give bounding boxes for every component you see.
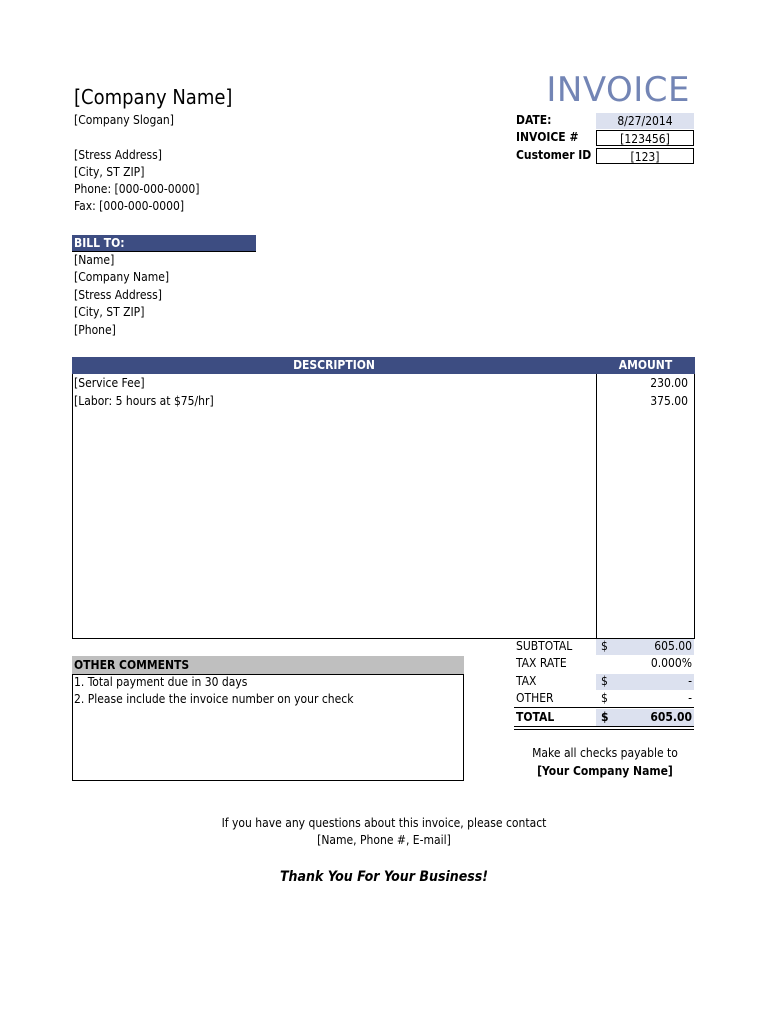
total-label: TOTAL	[516, 710, 555, 724]
items-header	[72, 357, 695, 374]
contact-note: If you have any questions about this invoice, please contact	[221, 816, 547, 830]
other-label: OTHER	[516, 691, 554, 705]
invoice-number-value: [123456]	[596, 130, 694, 146]
bill-to-city: [City, ST ZIP]	[74, 305, 145, 319]
payable-company: [Your Company Name]	[537, 764, 673, 778]
fax-line: Fax: [000-000-0000]	[74, 199, 185, 213]
customer-id-value: [123]	[596, 148, 694, 164]
invoice-title: INVOICE	[546, 70, 690, 110]
comment-line: 2. Please include the invoice number on your check	[74, 692, 354, 706]
date-label: DATE:	[516, 113, 552, 127]
tax-currency: $	[601, 674, 608, 688]
total-currency: $	[601, 710, 609, 724]
bill-to-address: [Stress Address]	[74, 288, 162, 302]
company-name: [Company Name]	[74, 85, 233, 109]
other-comments-heading: OTHER COMMENTS	[72, 656, 464, 674]
tax-value: -	[688, 674, 692, 688]
bill-to-company: [Company Name]	[74, 270, 170, 284]
item-description: [Service Fee]	[74, 376, 145, 390]
tax-label: TAX	[516, 674, 537, 688]
phone-line: Phone: [000-000-0000]	[74, 182, 200, 196]
date-value: 8/27/2014	[596, 113, 694, 129]
subtotal-label: SUBTOTAL	[516, 639, 573, 653]
company-slogan: [Company Slogan]	[74, 113, 174, 127]
item-amount: 230.00	[650, 376, 688, 390]
other-currency: $	[601, 691, 608, 705]
payable-note: Make all checks payable to	[532, 746, 678, 760]
customer-id-label: Customer ID	[516, 148, 592, 162]
bill-to-name: [Name]	[74, 253, 115, 267]
amount-header: AMOUNT	[618, 358, 673, 372]
invoice-number-label: INVOICE #	[516, 130, 579, 144]
address-line: [Stress Address]	[74, 148, 162, 162]
item-amount: 375.00	[650, 394, 688, 408]
comment-line: 1. Total payment due in 30 days	[74, 675, 248, 689]
bill-to-phone: [Phone]	[74, 323, 116, 337]
tax-rate-label: TAX RATE	[516, 656, 567, 670]
tax-rate-value: 0.000%	[650, 656, 692, 670]
description-header: DESCRIPTION	[293, 358, 375, 372]
thank-you-note: Thank You For Your Business!	[279, 869, 489, 885]
total-value: 605.00	[650, 710, 692, 724]
column-divider	[596, 374, 597, 639]
subtotal-value: 605.00	[654, 639, 692, 653]
other-value: -	[688, 691, 692, 705]
total-double-rule	[514, 726, 694, 730]
city-line: [City, ST ZIP]	[74, 165, 145, 179]
items-table	[72, 374, 695, 639]
contact-details: [Name, Phone #, E-mail]	[317, 833, 451, 847]
subtotal-currency: $	[601, 639, 608, 653]
bill-to-heading: BILL TO:	[72, 235, 256, 252]
item-description: [Labor: 5 hours at $75/hr]	[74, 394, 214, 408]
total-top-rule	[514, 707, 694, 708]
